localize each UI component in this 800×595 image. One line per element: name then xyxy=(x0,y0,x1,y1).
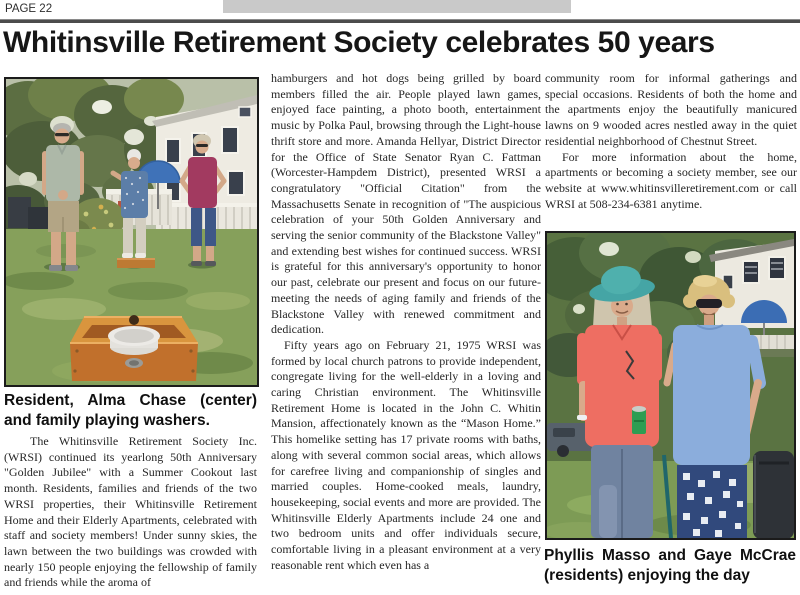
washers-box xyxy=(70,315,198,381)
header-rule xyxy=(0,19,800,23)
left-paragraph: The Whitinsville Retirement Society Inc. (WRSI) continued its yearlong 50th Anniversary "Golden Jubilee" with a Summer Cookout last month. Residents, families and friends of the two WRSI properties, their Whitinsville Retirement Home and their Elderly Apartments, celebrated with staff and society members! Under sunny skies, the lawn between the two buildings was crowded with nearly 150 people enjoying the fellowship of family and friends while the aroma of xyxy=(4,434,257,590)
left-photo-caption: Resident, Alma Chase (center) and family playing washers. xyxy=(4,392,257,429)
folding-chair xyxy=(753,451,794,538)
left-column-text xyxy=(4,434,257,591)
left-photo-washers-game xyxy=(4,77,259,387)
middle-paragraph-1: hamburgers and hot dogs being grilled by board members filled the air. People played lawn games, enjoyed face painting, a photo booth, entertainment music by Polka Paul, browsing through the Light-house thrift store and more. Amanda Hellyar, District Director for the Office of State Senator Ryan C. Fattman (Worcester-Hampdem District), presented WRSI a congratulatory "Official Citation" from the Massachusetts Senate in recognition of "The auspicious celebration of your 50th Golden Anniversary and serving the senior community of the Blackstone Valley" and extending best wishes for continued success. WRSI is grateful for this anniversary's opportunity to honor our past, celebrate our present and focus on our future- meeting the needs of aging family and friends of the Blackstone Valley with renewed commitment and dedication. xyxy=(271,71,541,337)
middle-column-text xyxy=(271,71,541,574)
left-photo-illustration xyxy=(6,79,257,385)
scan-artifact-bar xyxy=(223,0,571,13)
right-column-text xyxy=(545,71,797,212)
right-photo-illustration xyxy=(547,233,794,538)
article-headline: Whitinsville Retirement Society celebrates 50 years xyxy=(3,26,715,59)
middle-paragraph-2: Fifty years ago on February 21, 1975 WRSI was formed by local church patrons to provide independent, congregate living for the well-elderly in a loving and caring Christian environment. The Whitinsville Retirement Home is located in the John C. Whitin Mansion, affectionately known as the “Mason Home.” This homelike setting has 17 private rooms with baths, along with several common social areas, which allows for carefree living and companionship of singles and married couples. Home-cooked meals, laundry, housekeeping, social events and more are provided. The Whitinsville Elderly Apartments include 24 one and two bedroom units and offer individuals secure, comfortable living in a pleasant environment at a very reasonable rent which even has a xyxy=(271,337,541,572)
right-photo-caption: Phyllis Masso and Gaye McCrae (residents) enjoying the day xyxy=(544,547,796,584)
right-paragraph-1: community room for informal gatherings and special occasions. Residents of both the home and the apartments enjoy the beautifully manicured lawns on 9 wooded acres nestled away in the quiet residential neighborhood of Chestnut Street. xyxy=(545,71,797,148)
page-number-label: PAGE 22 xyxy=(5,3,53,15)
right-paragraph-2: For more information about the home, apartments or becoming a society member, see our website at www.whitinsvilleretirement.com or call WRSI at 508-234-6381 anytime. xyxy=(545,149,797,211)
right-photo-two-residents xyxy=(545,231,796,540)
